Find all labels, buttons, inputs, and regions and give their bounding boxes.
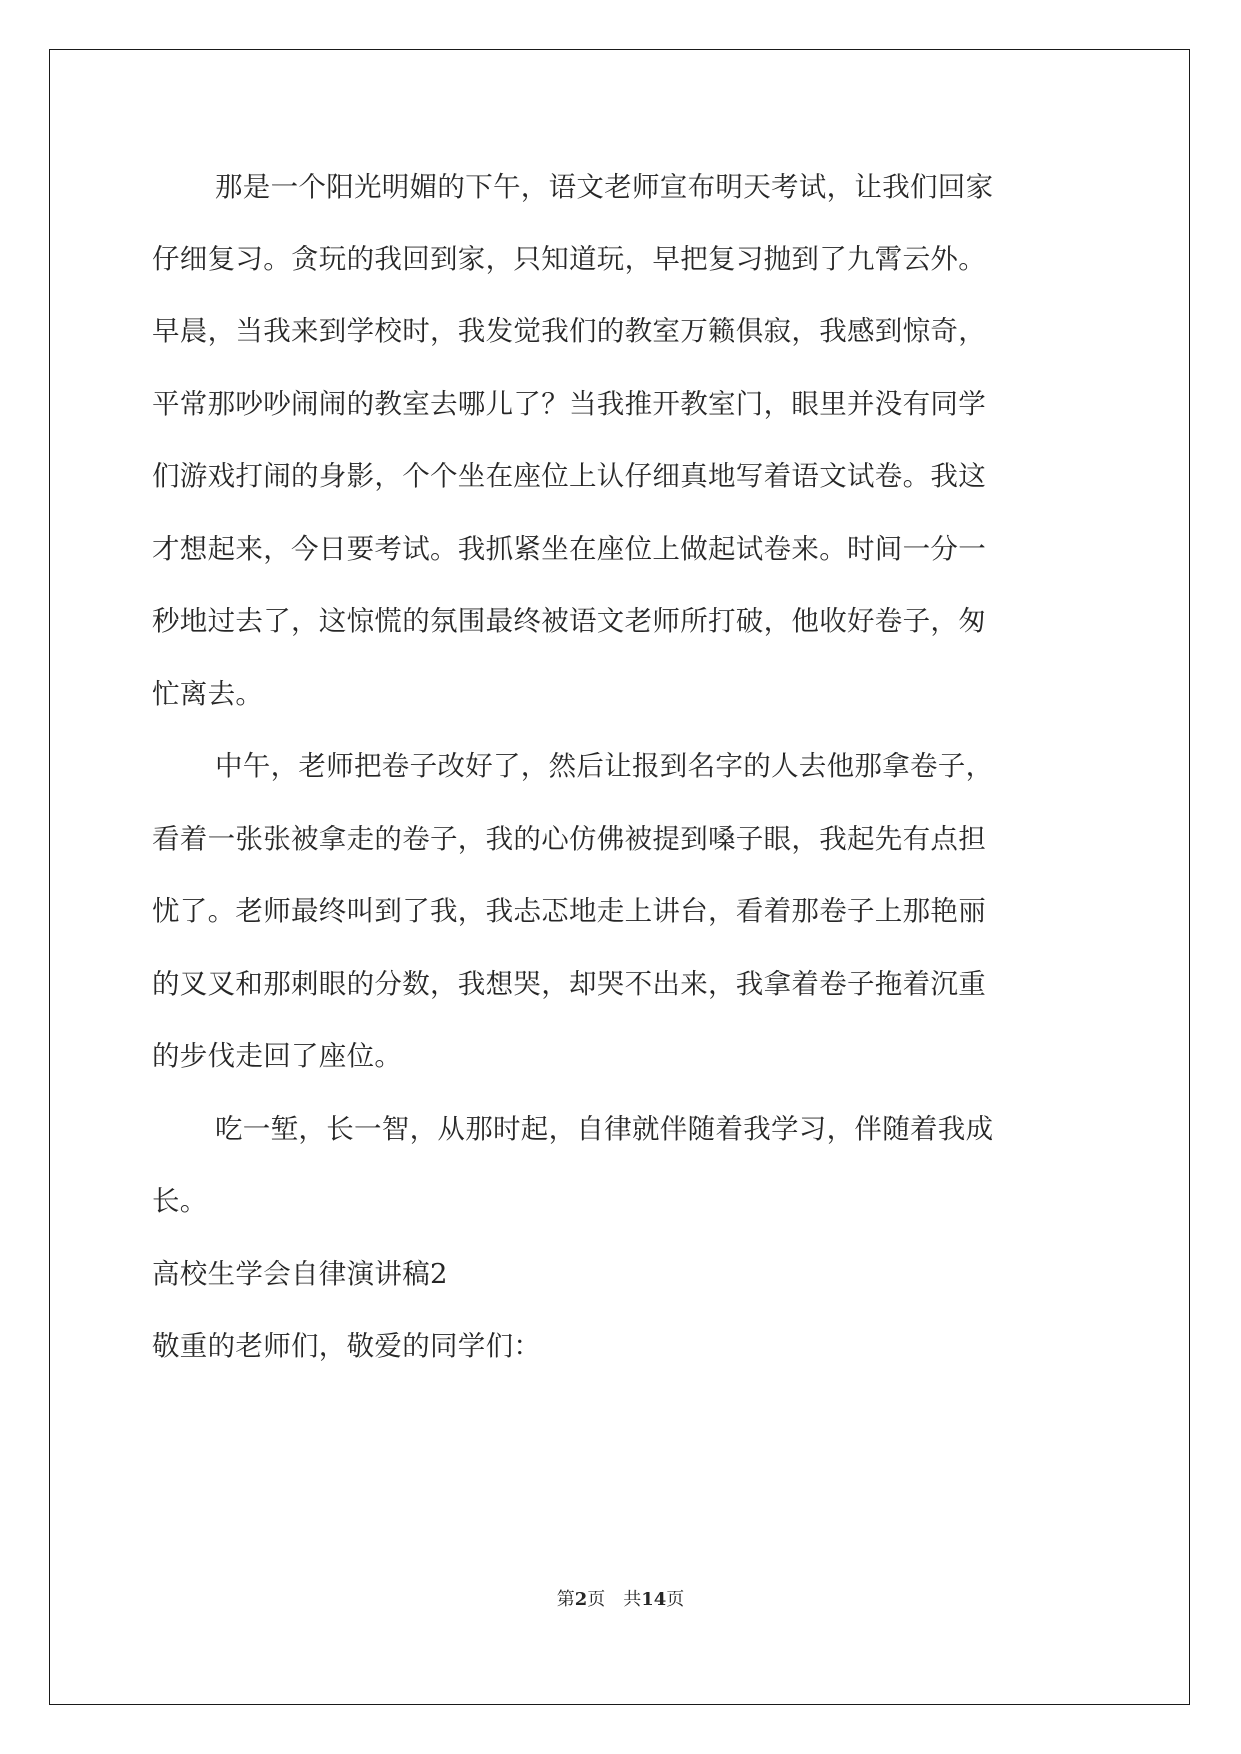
paragraph-line: 看着一张张被拿走的卷子，我的心仿佛被提到嗓子眼，我起先有点担	[152, 823, 986, 855]
paragraph-line: 平常那吵吵闹闹的教室去哪儿了？当我推开教室门，眼里并没有同学	[152, 388, 986, 420]
paragraph-line: 那是一个阳光明媚的下午，语文老师宣布明天考试，让我们回家	[215, 171, 994, 203]
paragraph-line: 秒地过去了，这惊慌的氛围最终被语文老师所打破，他收好卷子，匆	[152, 605, 986, 637]
page-footer	[0, 1585, 1241, 1611]
section-heading: 高校生学会自律演讲稿2	[152, 1258, 448, 1290]
footer-page-number: 2	[574, 1589, 588, 1610]
page-border	[49, 49, 1190, 1705]
paragraph-line: 长。	[152, 1185, 208, 1217]
paragraph-line: 吃一堑，长一智，从那时起，自律就伴随着我学习，伴随着我成	[215, 1113, 994, 1145]
footer-mid: 页 共	[587, 1589, 642, 1610]
paragraph-line: 才想起来，今日要考试。我抓紧坐在座位上做起试卷来。时间一分一	[152, 533, 986, 565]
paragraph-line: 仔细复习。贪玩的我回到家，只知道玩，早把复习抛到了九霄云外。	[152, 243, 986, 275]
paragraph-line: 中午，老师把卷子改好了，然后让报到名字的人去他那拿卷子，	[215, 750, 994, 782]
footer-total-pages: 14	[641, 1589, 667, 1610]
paragraph-line: 忧了。老师最终叫到了我，我忐忑地走上讲台，看着那卷子上那艳丽	[152, 895, 986, 927]
footer-suffix: 页	[666, 1589, 685, 1610]
paragraph-line: 们游戏打闹的身影，个个坐在座位上认仔细真地写着语文试卷。我这	[152, 460, 986, 492]
paragraph-line: 的叉叉和那刺眼的分数，我想哭，却哭不出来，我拿着卷子拖着沉重	[152, 968, 986, 1000]
paragraph-line: 的步伐走回了座位。	[152, 1040, 403, 1072]
paragraph-line: 早晨，当我来到学校时，我发觉我们的教室万籁俱寂，我感到惊奇，	[152, 315, 986, 347]
salutation-line: 敬重的老师们，敬爱的同学们：	[152, 1330, 542, 1362]
paragraph-line: 忙离去。	[152, 678, 264, 710]
footer-prefix: 第	[556, 1589, 575, 1610]
